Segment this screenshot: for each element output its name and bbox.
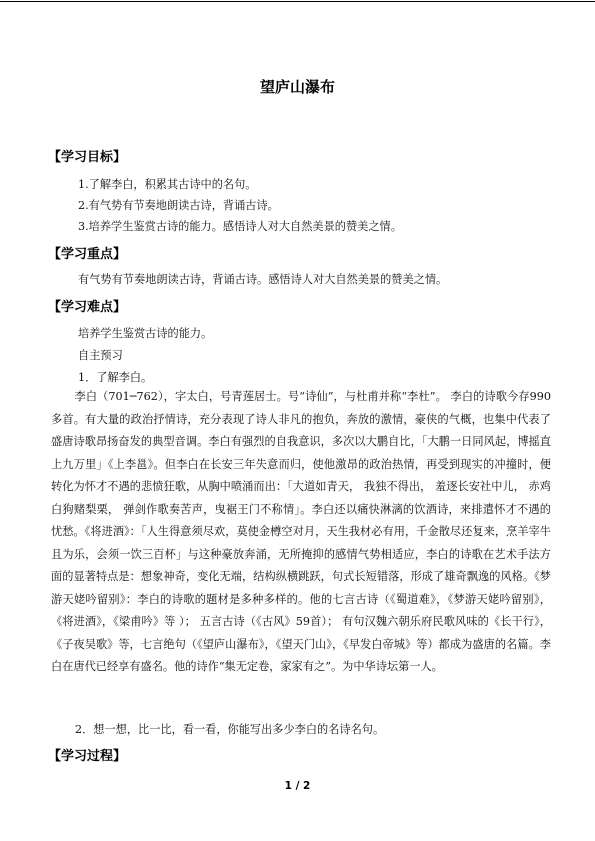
- difficulty-text: 培养学生鉴赏古诗的能力。: [78, 327, 213, 340]
- heading-difficulty: 【学习难点】: [48, 300, 127, 315]
- heading-learning-process: 【学习过程】: [48, 749, 127, 764]
- key-points-text: 有气势有节奏地朗读古诗，背诵古诗。感悟诗人对大自然美景的赞美之情。: [78, 273, 448, 286]
- heading-key-points: 【学习重点】: [48, 247, 127, 262]
- heading-learning-goals: 【学习目标】: [48, 150, 127, 165]
- li-bai-intro-paragraph: 李白（701─762），字太白，号青莲居士。号“诗仙”，与杜甫并称“李杜”。 李白的诗歌今存990多首。有大量的政治抒情诗，充分表现了诗人非凡的抱负，奔放的激情，豪侠的气概，也集中代表了盛唐诗歌昂扬奋发的典型音调。李白有强烈的自我意识，多次以大鹏自比，「大鹏一日同风起，博摇直上九万里」《上李邕》。但李白在长安三年失意而归，使他激昂的政治热情，再受到现实的冲撞时，便转化为怀才不遇的悲愤狂歌，从胸中喷涌而出：「大道如青天， 我独不得出， 羞逐长安社中儿， 赤鸡白狗赌梨栗， 弹剑作歌奏苦声，曳裾王门不称情」。李白还以痛快淋漓的饮酒诗，来排遣怀才不遇的忧愁。《将进酒》：「人生得意须尽欢，莫使金樽空对月，天生我材必有用，千金散尽还复来，烹羊宰牛且为乐，会须一饮三百杯」与这种豪放奔涌，无所掩抑的感情气势相适应，李白的诗歌在艺术手法方面的显著特点是：想象神奇，变化无端，结构纵横跳跃，句式长短错落，形成了雄奇飘逸的风格。《梦游天姥吟留别》：李白的诗歌的题材是多种多样的。他的七言古诗（《蜀道难》，《梦游天姥吟留别》，《将进酒》，《梁甫吟》等 ）； 五言古诗（《古风》59首）； 有句汉魏六朝乐府民歌风味的《长干行》，《子夜吴歌》等，七言绝句（《望庐山瀑布》，《望天门山》，《早发白帝城》等）都成为盛唐的名篇。李白在唐代已经享有盛名。他的诗作“集无定卷，家家有之”。为中华诗坛第一人。: [51, 390, 551, 673]
- step-2-text: 2．想一想，比一比，看一看，你能写出多少李白的名诗名句。: [75, 723, 385, 736]
- page-title: 望庐山瀑布: [259, 78, 335, 96]
- goal-item-2: 2.有气势有节奏地朗读古诗，背诵古诗。: [78, 199, 279, 212]
- step-1-label: 1．了解李白。: [78, 371, 153, 384]
- page-number: 1 / 2: [284, 780, 311, 792]
- goal-item-1: 1.了解李白，积累其古诗中的名句。: [78, 178, 257, 191]
- self-preview-label: 自主预习: [78, 349, 123, 362]
- goal-item-3: 3.培养学生鉴赏古诗的能力。感悟诗人对大自然美景的赞美之情。: [78, 220, 402, 233]
- top-rule: [0, 1, 595, 2]
